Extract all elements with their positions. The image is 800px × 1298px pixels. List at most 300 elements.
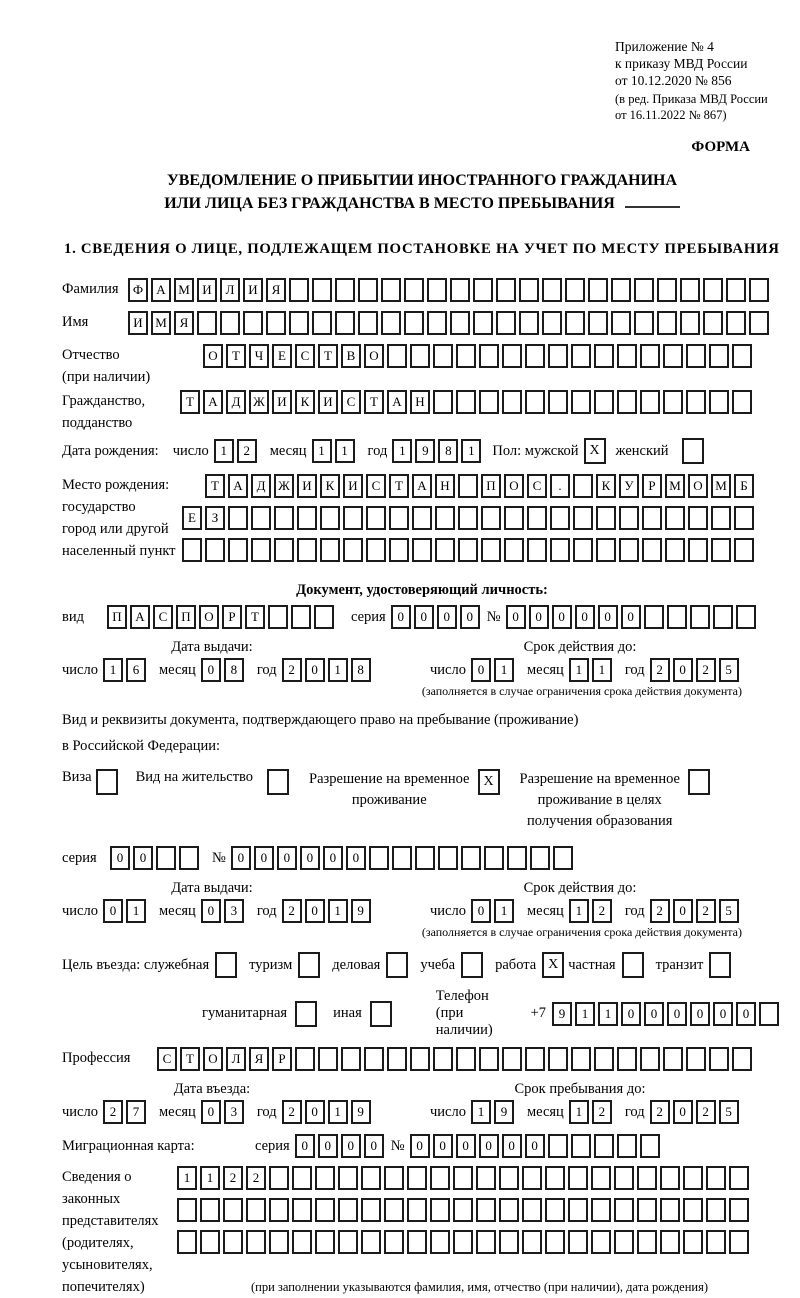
- form-cell[interactable]: [177, 1230, 197, 1254]
- form-cell[interactable]: Т: [205, 474, 225, 498]
- form-cell[interactable]: [404, 311, 424, 335]
- form-cell[interactable]: 2: [246, 1166, 266, 1190]
- form-cell[interactable]: 0: [673, 899, 693, 923]
- form-cell[interactable]: [502, 344, 522, 368]
- form-cell[interactable]: [289, 311, 309, 335]
- form-cell[interactable]: [179, 846, 199, 870]
- form-cell[interactable]: И: [318, 390, 338, 414]
- form-cell[interactable]: [637, 1230, 657, 1254]
- form-cell[interactable]: И: [243, 278, 263, 302]
- form-cell[interactable]: С: [366, 474, 386, 498]
- form-cell[interactable]: [640, 390, 660, 414]
- purpose-other-checkbox[interactable]: [370, 1001, 392, 1027]
- form-cell[interactable]: [156, 846, 176, 870]
- form-cell[interactable]: [530, 846, 550, 870]
- form-cell[interactable]: [726, 311, 746, 335]
- form-cell[interactable]: 2: [282, 658, 302, 682]
- form-cell[interactable]: 0: [391, 605, 411, 629]
- form-cell[interactable]: [433, 1047, 453, 1071]
- form-cell[interactable]: [657, 278, 677, 302]
- form-cell[interactable]: [522, 1166, 542, 1190]
- citizenship-cells[interactable]: [180, 390, 755, 414]
- patronymic-cells[interactable]: [203, 344, 755, 368]
- form-cell[interactable]: [665, 506, 685, 530]
- form-cell[interactable]: [251, 538, 271, 562]
- form-cell[interactable]: [734, 538, 754, 562]
- form-cell[interactable]: [473, 278, 493, 302]
- form-cell[interactable]: 0: [456, 1134, 476, 1158]
- form-cell[interactable]: [588, 278, 608, 302]
- form-cell[interactable]: [734, 506, 754, 530]
- migration-seriya-cells[interactable]: [295, 1134, 387, 1158]
- form-cell[interactable]: [404, 278, 424, 302]
- form-cell[interactable]: В: [341, 344, 361, 368]
- form-cell[interactable]: [292, 1166, 312, 1190]
- form-cell[interactable]: О: [364, 344, 384, 368]
- form-cell[interactable]: 1: [569, 658, 589, 682]
- form-cell[interactable]: [484, 846, 504, 870]
- form-cell[interactable]: 2: [237, 439, 257, 463]
- form-cell[interactable]: А: [387, 390, 407, 414]
- form-cell[interactable]: [361, 1166, 381, 1190]
- form-cell[interactable]: 0: [133, 846, 153, 870]
- form-cell[interactable]: 0: [479, 1134, 499, 1158]
- form-cell[interactable]: 1: [126, 899, 146, 923]
- form-cell[interactable]: 8: [438, 439, 458, 463]
- form-cell[interactable]: О: [199, 605, 219, 629]
- form-cell[interactable]: [496, 278, 516, 302]
- form-cell[interactable]: [548, 1134, 568, 1158]
- form-cell[interactable]: 0: [471, 899, 491, 923]
- form-cell[interactable]: [588, 311, 608, 335]
- form-cell[interactable]: О: [203, 1047, 223, 1071]
- form-cell[interactable]: [614, 1198, 634, 1222]
- form-cell[interactable]: 7: [126, 1100, 146, 1124]
- form-cell[interactable]: [450, 278, 470, 302]
- form-cell[interactable]: [522, 1230, 542, 1254]
- form-cell[interactable]: [571, 344, 591, 368]
- form-cell[interactable]: 8: [224, 658, 244, 682]
- form-cell[interactable]: [341, 1047, 361, 1071]
- form-cell[interactable]: [709, 1047, 729, 1071]
- form-cell[interactable]: 0: [277, 846, 297, 870]
- issue-year[interactable]: [282, 899, 374, 923]
- form-cell[interactable]: К: [295, 390, 315, 414]
- form-cell[interactable]: [553, 846, 573, 870]
- form-cell[interactable]: [295, 1047, 315, 1071]
- form-cell[interactable]: [389, 506, 409, 530]
- form-cell[interactable]: 1: [392, 439, 412, 463]
- form-cell[interactable]: [389, 538, 409, 562]
- form-cell[interactable]: [410, 344, 430, 368]
- stay-year[interactable]: [650, 1100, 742, 1124]
- form-cell[interactable]: 2: [696, 899, 716, 923]
- form-cell[interactable]: [591, 1198, 611, 1222]
- form-cell[interactable]: [594, 1047, 614, 1071]
- form-cell[interactable]: [315, 1166, 335, 1190]
- form-cell[interactable]: 0: [341, 1134, 361, 1158]
- entry-year[interactable]: [282, 1100, 374, 1124]
- form-cell[interactable]: К: [596, 474, 616, 498]
- form-cell[interactable]: 0: [201, 658, 221, 682]
- form-cell[interactable]: [314, 605, 334, 629]
- form-cell[interactable]: И: [297, 474, 317, 498]
- form-cell[interactable]: Ч: [249, 344, 269, 368]
- form-cell[interactable]: 1: [335, 439, 355, 463]
- form-cell[interactable]: [369, 846, 389, 870]
- form-cell[interactable]: 3: [224, 899, 244, 923]
- form-cell[interactable]: 0: [201, 1100, 221, 1124]
- form-cell[interactable]: [729, 1198, 749, 1222]
- form-cell[interactable]: [522, 1198, 542, 1222]
- doc-seriya-cells[interactable]: [391, 605, 483, 629]
- form-cell[interactable]: [228, 506, 248, 530]
- valid-day[interactable]: [471, 658, 517, 682]
- form-cell[interactable]: [519, 278, 539, 302]
- gender-female-checkbox[interactable]: [682, 438, 704, 464]
- form-cell[interactable]: 5: [719, 1100, 739, 1124]
- form-cell[interactable]: 0: [713, 1002, 733, 1026]
- form-cell[interactable]: С: [157, 1047, 177, 1071]
- form-cell[interactable]: [706, 1166, 726, 1190]
- form-cell[interactable]: 1: [494, 658, 514, 682]
- form-cell[interactable]: 0: [300, 846, 320, 870]
- form-cell[interactable]: К: [320, 474, 340, 498]
- phone-cells[interactable]: [552, 1002, 782, 1026]
- form-cell[interactable]: М: [665, 474, 685, 498]
- form-cell[interactable]: [453, 1198, 473, 1222]
- form-cell[interactable]: 0: [621, 605, 641, 629]
- form-cell[interactable]: [688, 506, 708, 530]
- form-cell[interactable]: [525, 1047, 545, 1071]
- form-cell[interactable]: [711, 506, 731, 530]
- form-cell[interactable]: И: [128, 311, 148, 335]
- form-cell[interactable]: .: [550, 474, 570, 498]
- form-cell[interactable]: [680, 278, 700, 302]
- form-cell[interactable]: 0: [644, 1002, 664, 1026]
- form-cell[interactable]: [688, 538, 708, 562]
- form-cell[interactable]: 0: [506, 605, 526, 629]
- form-cell[interactable]: [473, 311, 493, 335]
- form-cell[interactable]: [268, 605, 288, 629]
- profession-cells[interactable]: [157, 1047, 755, 1071]
- form-cell[interactable]: [200, 1230, 220, 1254]
- valid-year[interactable]: [650, 899, 742, 923]
- form-cell[interactable]: Т: [180, 1047, 200, 1071]
- form-cell[interactable]: [430, 1198, 450, 1222]
- form-cell[interactable]: 1: [103, 658, 123, 682]
- form-cell[interactable]: [435, 506, 455, 530]
- residence-permit-checkbox[interactable]: [267, 769, 289, 795]
- form-cell[interactable]: [711, 538, 731, 562]
- form-cell[interactable]: [703, 278, 723, 302]
- form-cell[interactable]: М: [711, 474, 731, 498]
- name-cells[interactable]: [128, 311, 772, 335]
- form-cell[interactable]: [706, 1230, 726, 1254]
- birthplace-row1[interactable]: [205, 474, 757, 498]
- form-cell[interactable]: Т: [180, 390, 200, 414]
- form-cell[interactable]: Л: [226, 1047, 246, 1071]
- form-cell[interactable]: [453, 1166, 473, 1190]
- form-cell[interactable]: П: [481, 474, 501, 498]
- form-cell[interactable]: [732, 390, 752, 414]
- form-cell[interactable]: [729, 1230, 749, 1254]
- form-cell[interactable]: [381, 311, 401, 335]
- form-cell[interactable]: Р: [222, 605, 242, 629]
- form-cell[interactable]: 1: [569, 899, 589, 923]
- form-cell[interactable]: 1: [471, 1100, 491, 1124]
- form-cell[interactable]: [568, 1166, 588, 1190]
- form-cell[interactable]: [709, 390, 729, 414]
- form-cell[interactable]: 1: [569, 1100, 589, 1124]
- form-cell[interactable]: [223, 1230, 243, 1254]
- form-cell[interactable]: [246, 1230, 266, 1254]
- purpose-service-checkbox[interactable]: [215, 952, 237, 978]
- form-cell[interactable]: [507, 846, 527, 870]
- form-cell[interactable]: [338, 1198, 358, 1222]
- form-cell[interactable]: Ф: [128, 278, 148, 302]
- form-cell[interactable]: [410, 1047, 430, 1071]
- form-cell[interactable]: [269, 1230, 289, 1254]
- form-cell[interactable]: [591, 1230, 611, 1254]
- form-cell[interactable]: [266, 311, 286, 335]
- form-cell[interactable]: Т: [245, 605, 265, 629]
- form-cell[interactable]: Е: [182, 506, 202, 530]
- form-cell[interactable]: 0: [460, 605, 480, 629]
- form-cell[interactable]: 0: [231, 846, 251, 870]
- form-cell[interactable]: [732, 344, 752, 368]
- form-cell[interactable]: [499, 1166, 519, 1190]
- form-cell[interactable]: [709, 344, 729, 368]
- form-cell[interactable]: [361, 1230, 381, 1254]
- form-cell[interactable]: [433, 390, 453, 414]
- form-cell[interactable]: И: [272, 390, 292, 414]
- form-cell[interactable]: 0: [437, 605, 457, 629]
- form-cell[interactable]: А: [151, 278, 171, 302]
- form-cell[interactable]: [571, 1134, 591, 1158]
- form-cell[interactable]: 1: [461, 439, 481, 463]
- form-cell[interactable]: [617, 1047, 637, 1071]
- form-cell[interactable]: Л: [220, 278, 240, 302]
- form-cell[interactable]: [407, 1198, 427, 1222]
- form-cell[interactable]: Т: [364, 390, 384, 414]
- valid-day[interactable]: [471, 899, 517, 923]
- birth-year-cells[interactable]: [392, 439, 484, 463]
- form-cell[interactable]: [205, 538, 225, 562]
- form-cell[interactable]: [690, 605, 710, 629]
- form-cell[interactable]: 2: [696, 1100, 716, 1124]
- form-cell[interactable]: 0: [690, 1002, 710, 1026]
- form-cell[interactable]: [525, 390, 545, 414]
- purpose-business-checkbox[interactable]: [386, 952, 408, 978]
- form-cell[interactable]: [637, 1166, 657, 1190]
- form-cell[interactable]: [683, 1166, 703, 1190]
- form-cell[interactable]: 1: [312, 439, 332, 463]
- form-cell[interactable]: [545, 1198, 565, 1222]
- form-cell[interactable]: 2: [282, 1100, 302, 1124]
- form-cell[interactable]: [686, 390, 706, 414]
- form-cell[interactable]: 0: [110, 846, 130, 870]
- form-cell[interactable]: 1: [575, 1002, 595, 1026]
- form-cell[interactable]: 0: [525, 1134, 545, 1158]
- form-cell[interactable]: [251, 506, 271, 530]
- form-cell[interactable]: [338, 1230, 358, 1254]
- form-cell[interactable]: [527, 506, 547, 530]
- form-cell[interactable]: [318, 1047, 338, 1071]
- form-cell[interactable]: [430, 1230, 450, 1254]
- form-cell[interactable]: [683, 1198, 703, 1222]
- form-cell[interactable]: [680, 311, 700, 335]
- form-cell[interactable]: [594, 344, 614, 368]
- form-cell[interactable]: 3: [224, 1100, 244, 1124]
- form-cell[interactable]: [456, 1047, 476, 1071]
- form-cell[interactable]: [542, 278, 562, 302]
- form-cell[interactable]: [663, 390, 683, 414]
- form-cell[interactable]: [177, 1198, 197, 1222]
- form-cell[interactable]: 2: [223, 1166, 243, 1190]
- form-cell[interactable]: 0: [305, 1100, 325, 1124]
- form-cell[interactable]: [453, 1230, 473, 1254]
- birth-day-cells[interactable]: [214, 439, 260, 463]
- form-cell[interactable]: 2: [103, 1100, 123, 1124]
- form-cell[interactable]: [364, 1047, 384, 1071]
- form-cell[interactable]: [619, 538, 639, 562]
- form-cell[interactable]: [476, 1198, 496, 1222]
- form-cell[interactable]: [430, 1166, 450, 1190]
- form-cell[interactable]: [594, 390, 614, 414]
- form-cell[interactable]: 0: [254, 846, 274, 870]
- form-cell[interactable]: [412, 538, 432, 562]
- form-cell[interactable]: 0: [433, 1134, 453, 1158]
- form-cell[interactable]: 0: [295, 1134, 315, 1158]
- form-cell[interactable]: 2: [650, 899, 670, 923]
- valid-month[interactable]: [569, 658, 615, 682]
- form-cell[interactable]: [663, 1047, 683, 1071]
- form-cell[interactable]: 1: [598, 1002, 618, 1026]
- form-cell[interactable]: А: [228, 474, 248, 498]
- form-cell[interactable]: [634, 311, 654, 335]
- form-cell[interactable]: [749, 311, 769, 335]
- form-cell[interactable]: 5: [719, 899, 739, 923]
- form-cell[interactable]: 0: [410, 1134, 430, 1158]
- form-cell[interactable]: [542, 311, 562, 335]
- form-cell[interactable]: [361, 1198, 381, 1222]
- form-cell[interactable]: С: [341, 390, 361, 414]
- form-cell[interactable]: М: [174, 278, 194, 302]
- form-cell[interactable]: [573, 506, 593, 530]
- form-cell[interactable]: [392, 846, 412, 870]
- form-cell[interactable]: 0: [201, 899, 221, 923]
- form-cell[interactable]: 0: [621, 1002, 641, 1026]
- form-cell[interactable]: [665, 538, 685, 562]
- form-cell[interactable]: 5: [719, 658, 739, 682]
- form-cell[interactable]: [706, 1198, 726, 1222]
- form-cell[interactable]: 2: [650, 658, 670, 682]
- form-cell[interactable]: [519, 311, 539, 335]
- form-cell[interactable]: П: [107, 605, 127, 629]
- form-cell[interactable]: [644, 605, 664, 629]
- stay-month[interactable]: [569, 1100, 615, 1124]
- form-cell[interactable]: 0: [305, 658, 325, 682]
- form-cell[interactable]: [504, 538, 524, 562]
- form-cell[interactable]: [548, 1047, 568, 1071]
- form-cell[interactable]: Р: [642, 474, 662, 498]
- form-cell[interactable]: [335, 311, 355, 335]
- form-cell[interactable]: О: [504, 474, 524, 498]
- form-cell[interactable]: [550, 506, 570, 530]
- form-cell[interactable]: [450, 311, 470, 335]
- issue-day[interactable]: [103, 658, 149, 682]
- form-cell[interactable]: [611, 311, 631, 335]
- form-cell[interactable]: [749, 278, 769, 302]
- form-cell[interactable]: [315, 1230, 335, 1254]
- form-cell[interactable]: [713, 605, 733, 629]
- form-cell[interactable]: [461, 846, 481, 870]
- form-cell[interactable]: [663, 344, 683, 368]
- valid-month[interactable]: [569, 899, 615, 923]
- form-cell[interactable]: 1: [177, 1166, 197, 1190]
- stay-day[interactable]: [471, 1100, 517, 1124]
- form-cell[interactable]: [642, 506, 662, 530]
- form-cell[interactable]: [545, 1166, 565, 1190]
- form-cell[interactable]: Д: [226, 390, 246, 414]
- form-cell[interactable]: 9: [494, 1100, 514, 1124]
- form-cell[interactable]: [387, 1047, 407, 1071]
- form-cell[interactable]: 0: [364, 1134, 384, 1158]
- birth-month-cells[interactable]: [312, 439, 358, 463]
- form-cell[interactable]: 0: [673, 658, 693, 682]
- migration-number-cells[interactable]: [410, 1134, 663, 1158]
- form-cell[interactable]: 6: [126, 658, 146, 682]
- form-cell[interactable]: [683, 1230, 703, 1254]
- form-cell[interactable]: 1: [200, 1166, 220, 1190]
- form-cell[interactable]: З: [205, 506, 225, 530]
- form-cell[interactable]: Ж: [274, 474, 294, 498]
- form-cell[interactable]: 1: [592, 658, 612, 682]
- form-cell[interactable]: [732, 1047, 752, 1071]
- residence-number-cells[interactable]: [231, 846, 576, 870]
- surname-cells[interactable]: [128, 278, 772, 302]
- form-cell[interactable]: Б: [734, 474, 754, 498]
- doc-number-cells[interactable]: [506, 605, 759, 629]
- form-cell[interactable]: [458, 538, 478, 562]
- form-cell[interactable]: [496, 311, 516, 335]
- form-cell[interactable]: [415, 846, 435, 870]
- form-cell[interactable]: А: [412, 474, 432, 498]
- form-cell[interactable]: [433, 344, 453, 368]
- form-cell[interactable]: [412, 506, 432, 530]
- representatives-row3[interactable]: [177, 1230, 752, 1254]
- form-cell[interactable]: [640, 1134, 660, 1158]
- form-cell[interactable]: [292, 1230, 312, 1254]
- form-cell[interactable]: [343, 506, 363, 530]
- birthplace-row3[interactable]: [182, 538, 757, 562]
- form-cell[interactable]: [565, 278, 585, 302]
- form-cell[interactable]: [297, 506, 317, 530]
- form-cell[interactable]: 9: [351, 1100, 371, 1124]
- form-cell[interactable]: 9: [351, 899, 371, 923]
- visa-checkbox[interactable]: [96, 769, 118, 795]
- form-cell[interactable]: [619, 506, 639, 530]
- form-cell[interactable]: И: [197, 278, 217, 302]
- form-cell[interactable]: [407, 1230, 427, 1254]
- form-cell[interactable]: 1: [214, 439, 234, 463]
- form-cell[interactable]: [320, 538, 340, 562]
- form-cell[interactable]: Ж: [249, 390, 269, 414]
- form-cell[interactable]: [703, 311, 723, 335]
- form-cell[interactable]: 2: [592, 1100, 612, 1124]
- form-cell[interactable]: Т: [389, 474, 409, 498]
